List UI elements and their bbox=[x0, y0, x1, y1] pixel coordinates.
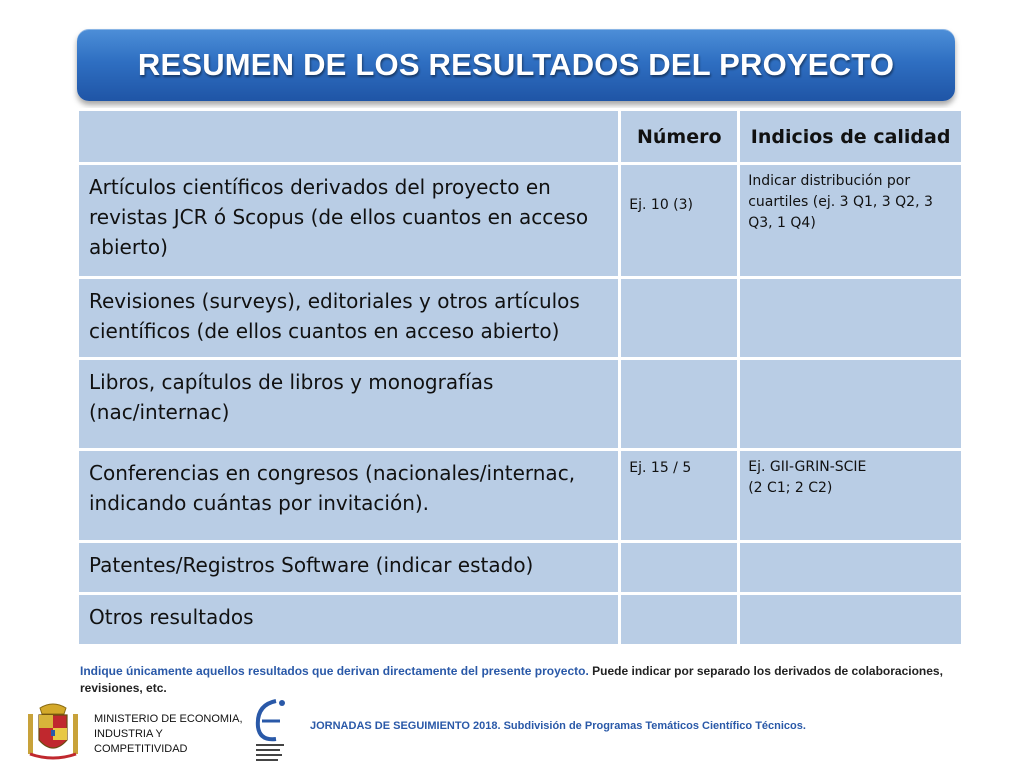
footnote-part1: Indique únicamente aquellos resultados que derivan directamente del presente proyecto. bbox=[80, 664, 589, 678]
table-row bbox=[78, 278, 963, 359]
ministry-line3: COMPETITIVIDAD bbox=[94, 743, 188, 755]
header-indicios: Indicios de calidad bbox=[739, 110, 963, 164]
table-row bbox=[78, 359, 963, 450]
page-title: RESUMEN DE LOS RESULTADOS DEL PROYECTO bbox=[137, 47, 895, 82]
row-desc: Conferencias en congresos (nacionales/internac, indicando cuántas por invitación). bbox=[78, 450, 620, 542]
header-empty bbox=[78, 110, 620, 164]
header-numero: Número bbox=[620, 110, 739, 164]
ministry-line2: INDUSTRIA Y bbox=[94, 728, 163, 740]
row-numero: Ej. 10 (3) bbox=[620, 164, 739, 278]
ministry-block bbox=[22, 700, 252, 764]
row-quality bbox=[739, 278, 963, 359]
results-table bbox=[76, 108, 964, 647]
row-quality-line1: Ej. GII-GRIN-SCIE bbox=[748, 459, 867, 475]
row-quality bbox=[739, 450, 963, 542]
row-quality bbox=[739, 542, 963, 594]
table-header-row bbox=[78, 110, 963, 164]
footnote-part2: Puede indicar por separado los derivados de colaboraciones, revisiones, etc. bbox=[80, 664, 943, 695]
row-desc: Revisiones (surveys), editoriales y otros artículos científicos (de ellos cuantos en acceso abierto) bbox=[78, 278, 620, 359]
row-desc: Otros resultados bbox=[78, 594, 620, 646]
row-quality-line2: (2 C1; 2 C2) bbox=[748, 480, 833, 496]
row-quality bbox=[739, 359, 963, 450]
row-quality: Indicar distribución por cuartiles (ej. 3 Q1, 3 Q2, 3 Q3, 1 Q4) bbox=[739, 164, 963, 278]
table-row bbox=[78, 594, 963, 646]
table-row bbox=[78, 164, 963, 278]
title-banner bbox=[77, 29, 955, 101]
row-numero bbox=[620, 359, 739, 450]
footnote bbox=[80, 663, 980, 697]
row-numero bbox=[620, 542, 739, 594]
row-desc: Artículos científicos derivados del proyecto en revistas JCR ó Scopus (de ellos cuantos en acceso abierto) bbox=[78, 164, 620, 278]
ministry-line1: MINISTERIO DE ECONOMIA, bbox=[94, 713, 243, 725]
row-desc: Patentes/Registros Software (indicar estado) bbox=[78, 542, 620, 594]
spanish-coat-of-arms-icon bbox=[22, 700, 84, 764]
row-numero bbox=[620, 278, 739, 359]
event-footer: JORNADAS DE SEGUIMIENTO 2018. Subdivisión de Programas Temáticos Científico Técnicos. bbox=[310, 720, 806, 732]
table-row bbox=[78, 450, 963, 542]
ministry-name bbox=[94, 712, 254, 757]
row-numero: Ej. 15 / 5 bbox=[620, 450, 739, 542]
table-row bbox=[78, 542, 963, 594]
row-desc: Libros, capítulos de libros y monografías (nac/internac) bbox=[78, 359, 620, 450]
aei-agency-logo-icon bbox=[250, 697, 292, 765]
row-quality bbox=[739, 594, 963, 646]
row-numero bbox=[620, 594, 739, 646]
